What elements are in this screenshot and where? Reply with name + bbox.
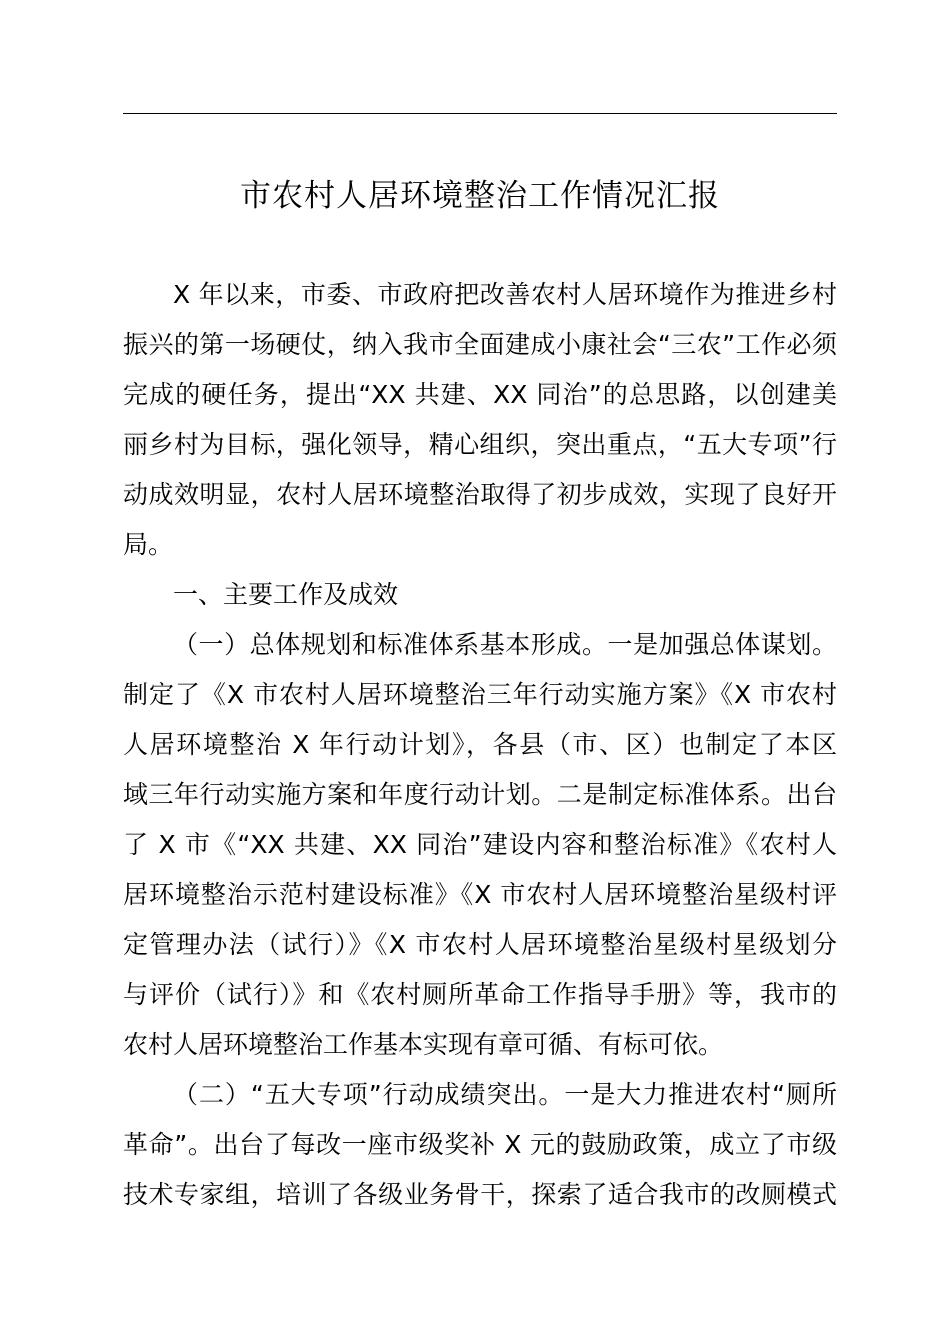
paragraph-line: （一）总体规划和标准体系基本形成。一是加强总体谋划。 bbox=[173, 630, 837, 659]
paragraph-line: 居环境整治示范村建设标准》《X 市农村人居环境整治星级村评 bbox=[123, 880, 837, 909]
paragraph-line: 制定了《X 市农村人居环境整治三年行动实施方案》《X 市农村 bbox=[123, 680, 837, 709]
paragraph-line: 人居环境整治 X 年行动计划》，各县（市、区）也制定了本区 bbox=[123, 730, 837, 759]
header-rule bbox=[123, 113, 837, 114]
paragraph-line: 革命”。出台了每改一座市级奖补 X 元的鼓励政策，成立了市级 bbox=[123, 1130, 837, 1159]
document-title: 市农村人居环境整治工作情况汇报 bbox=[240, 178, 720, 214]
section-heading: 一、主要工作及成效 bbox=[173, 580, 399, 609]
paragraph-line: 定管理办法（试行）》《X 市农村人居环境整治星级村星级划分 bbox=[123, 930, 837, 959]
paragraph-line: 域三年行动实施方案和年度行动计划。二是制定标准体系。出台 bbox=[123, 780, 837, 809]
paragraph-line: 完成的硬任务，提出“XX 共建、XX 同治”的总思路，以创建美 bbox=[123, 380, 837, 409]
paragraph-line: 技术专家组，培训了各级业务骨干，探索了适合我市的改厕模式 bbox=[123, 1180, 837, 1209]
paragraph-line: 与评价（试行）》和《农村厕所革命工作指导手册》等，我市的 bbox=[123, 980, 837, 1009]
paragraph-line: 丽乡村为目标，强化领导，精心组织，突出重点，“五大专项”行 bbox=[123, 430, 837, 459]
paragraph-line: 农村人居环境整治工作基本实现有章可循、有标可依。 bbox=[123, 1030, 724, 1059]
paragraph-line: 振兴的第一场硬仗，纳入我市全面建成小康社会“三农”工作必须 bbox=[123, 330, 837, 359]
paragraph-line: X 年以来，市委、市政府把改善农村人居环境作为推进乡村 bbox=[173, 280, 837, 309]
paragraph-line: 了 X 市《“XX 共建、XX 同治”建设内容和整治标准》《农村人 bbox=[123, 830, 837, 859]
paragraph-line: （二）“五大专项”行动成绩突出。一是大力推进农村“厕所 bbox=[173, 1080, 837, 1109]
paragraph-line: 局。 bbox=[123, 530, 174, 559]
paragraph-line: 动成效明显，农村人居环境整治取得了初步成效，实现了良好开 bbox=[123, 480, 837, 509]
